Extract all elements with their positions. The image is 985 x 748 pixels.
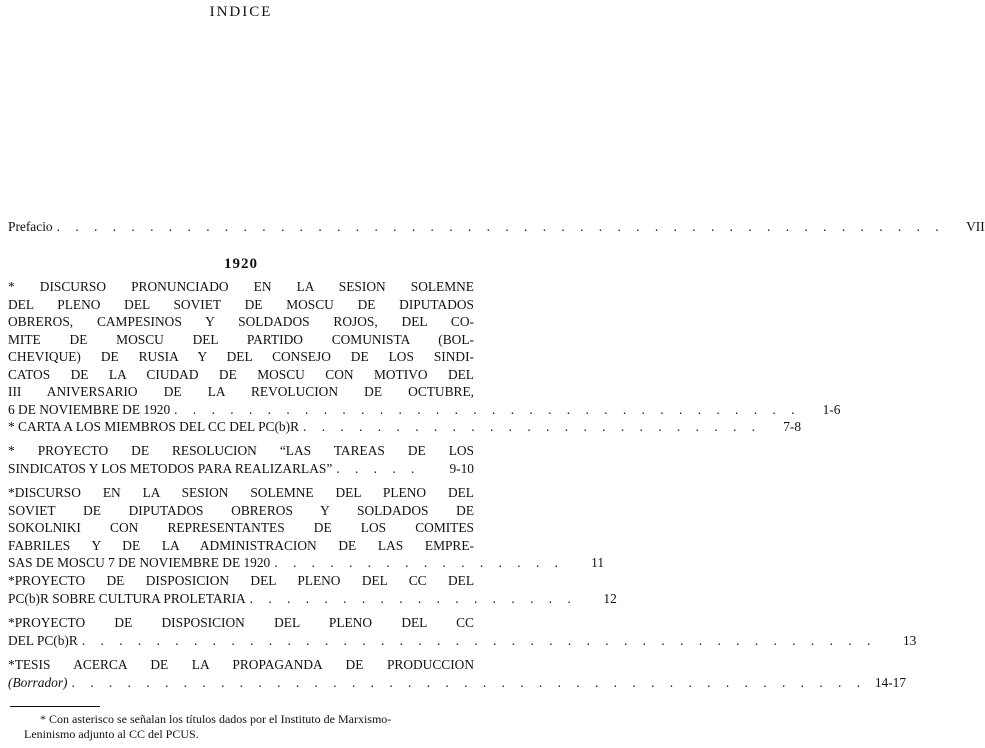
leader-dots: . . . . . . . . . . . . . . . . . . . . . . . . . . . . . . . . . . . . . . . . . . . (81, 632, 877, 648)
toc-entry-line: PC(b)R SOBRE CULTURA PROLETARIA (8, 590, 246, 606)
toc-entry-line: *PROYECTO DE DISPOSICION DEL PLENO DEL CC DEL (8, 573, 474, 588)
toc-page-number: 1-6 (822, 401, 841, 417)
toc-entry-line: SAS DE MOSCU 7 DE NOVIEMBRE DE 1920 (8, 555, 271, 570)
toc-page-number: 13 (902, 632, 917, 648)
toc-entry-line: * DISCURSO PRONUNCIADO EN LA SESION SOLEMNE (8, 279, 474, 294)
footnote-line: * Con asterisco se señalan los títulos dados por el Instituto de Marxismo- (40, 712, 392, 726)
toc-page-number: 7-8 (783, 419, 802, 434)
toc-entry (8, 278, 841, 418)
toc-entry-line: CATOS DE LA CIUDAD DE MOSCU CON MOTIVO DEL (8, 366, 474, 382)
toc-entry-line: FABRILES Y DE LA ADMINISTRACION DE LAS EMPRE- (8, 537, 474, 553)
toc-page-number: 14-17 (874, 674, 907, 690)
leader-dots: . . . . . . . . . . . . . . . . . . . . . . . . . (303, 419, 762, 434)
toc-entry (8, 418, 802, 436)
leader-dots: . . . . . (336, 460, 421, 476)
leader-dots: . . . . . . . . . . . . . . . . . . . . . . . . . . . . . . . . . . (174, 401, 801, 417)
toc-page-number: 11 (591, 555, 605, 570)
toc-entry-line: (Borrador) (8, 674, 68, 690)
toc-entry-label: Prefacio (8, 219, 53, 234)
toc-entry (8, 614, 917, 649)
toc-entry-line: OBREROS, CAMPESINOS Y SOLDADOS ROJOS, DEL CO- (8, 314, 474, 329)
leader-dots: . . . . . . . . . . . . . . . . (274, 555, 565, 570)
toc-entry-line: SOKOLNIKI CON REPRESENTANTES DE LOS COMITES (8, 520, 474, 535)
toc-page-number: 9-10 (449, 460, 474, 476)
footnote (14, 712, 476, 742)
toc-entry (8, 572, 617, 607)
page-title: INDICE (209, 4, 273, 20)
toc-entry-line: III ANIVERSARIO DE LA REVOLUCION DE OCTUBRE, (8, 384, 474, 399)
toc-entry-line: MITE DE MOSCU DEL PARTIDO COMUNISTA (BOL- (8, 331, 474, 347)
toc-entry (8, 442, 474, 477)
leader-dots: . . . . . . . . . . . . . . . . . . (249, 590, 577, 606)
toc-entry-line: *TESIS ACERCA DE LA PROPAGANDA DE PRODUCCION (8, 657, 474, 672)
leader-dots: . . . . . . . . . . . . . . . . . . . . . . . . . . . . . . . . . . . . . . . . . . . . . . . . (56, 219, 945, 234)
toc-entry-line: *DISCURSO EN LA SESION SOLEMNE DEL PLENO DEL (8, 485, 474, 500)
toc-entry-line: CHEVIQUE) DE RUSIA Y DEL CONSEJO DE LOS SINDI- (8, 349, 474, 364)
toc-page-number: VII (966, 219, 985, 234)
year-heading: 1920 (224, 256, 258, 272)
toc-entry-line: DEL PLENO DEL SOVIET DE MOSCU DE DIPUTADOS (8, 296, 474, 312)
toc-entry-prefacio (8, 218, 985, 236)
toc-entry-line: * PROYECTO DE RESOLUCION “LAS TAREAS DE LOS (8, 443, 474, 458)
toc-page-number: 12 (603, 590, 617, 606)
toc-entry (8, 656, 907, 691)
leader-dots: . . . . . . . . . . . . . . . . . . . . . . . . . . . . . . . . . . . . . . . . . . . (71, 674, 867, 690)
toc-entry-line: SOVIET DE DIPUTADOS OBREROS Y SOLDADOS DE (8, 502, 474, 518)
toc-entry-line: * CARTA A LOS MIEMBROS DEL CC DEL PC(b)R (8, 419, 300, 434)
toc-entry-line: 6 DE NOVIEMBRE DE 1920 (8, 401, 171, 417)
toc-entry-line: DEL PC(b)R (8, 632, 78, 648)
toc-entry-line: SINDICATOS Y LOS METODOS PARA REALIZARLAS” (8, 460, 333, 476)
toc-entry (8, 484, 605, 572)
toc-entry-line: *PROYECTO DE DISPOSICION DEL PLENO DEL CC (8, 615, 474, 630)
footnote-line: Leninismo adjunto al CC del PCUS. (24, 727, 199, 741)
footnote-divider (10, 706, 100, 707)
